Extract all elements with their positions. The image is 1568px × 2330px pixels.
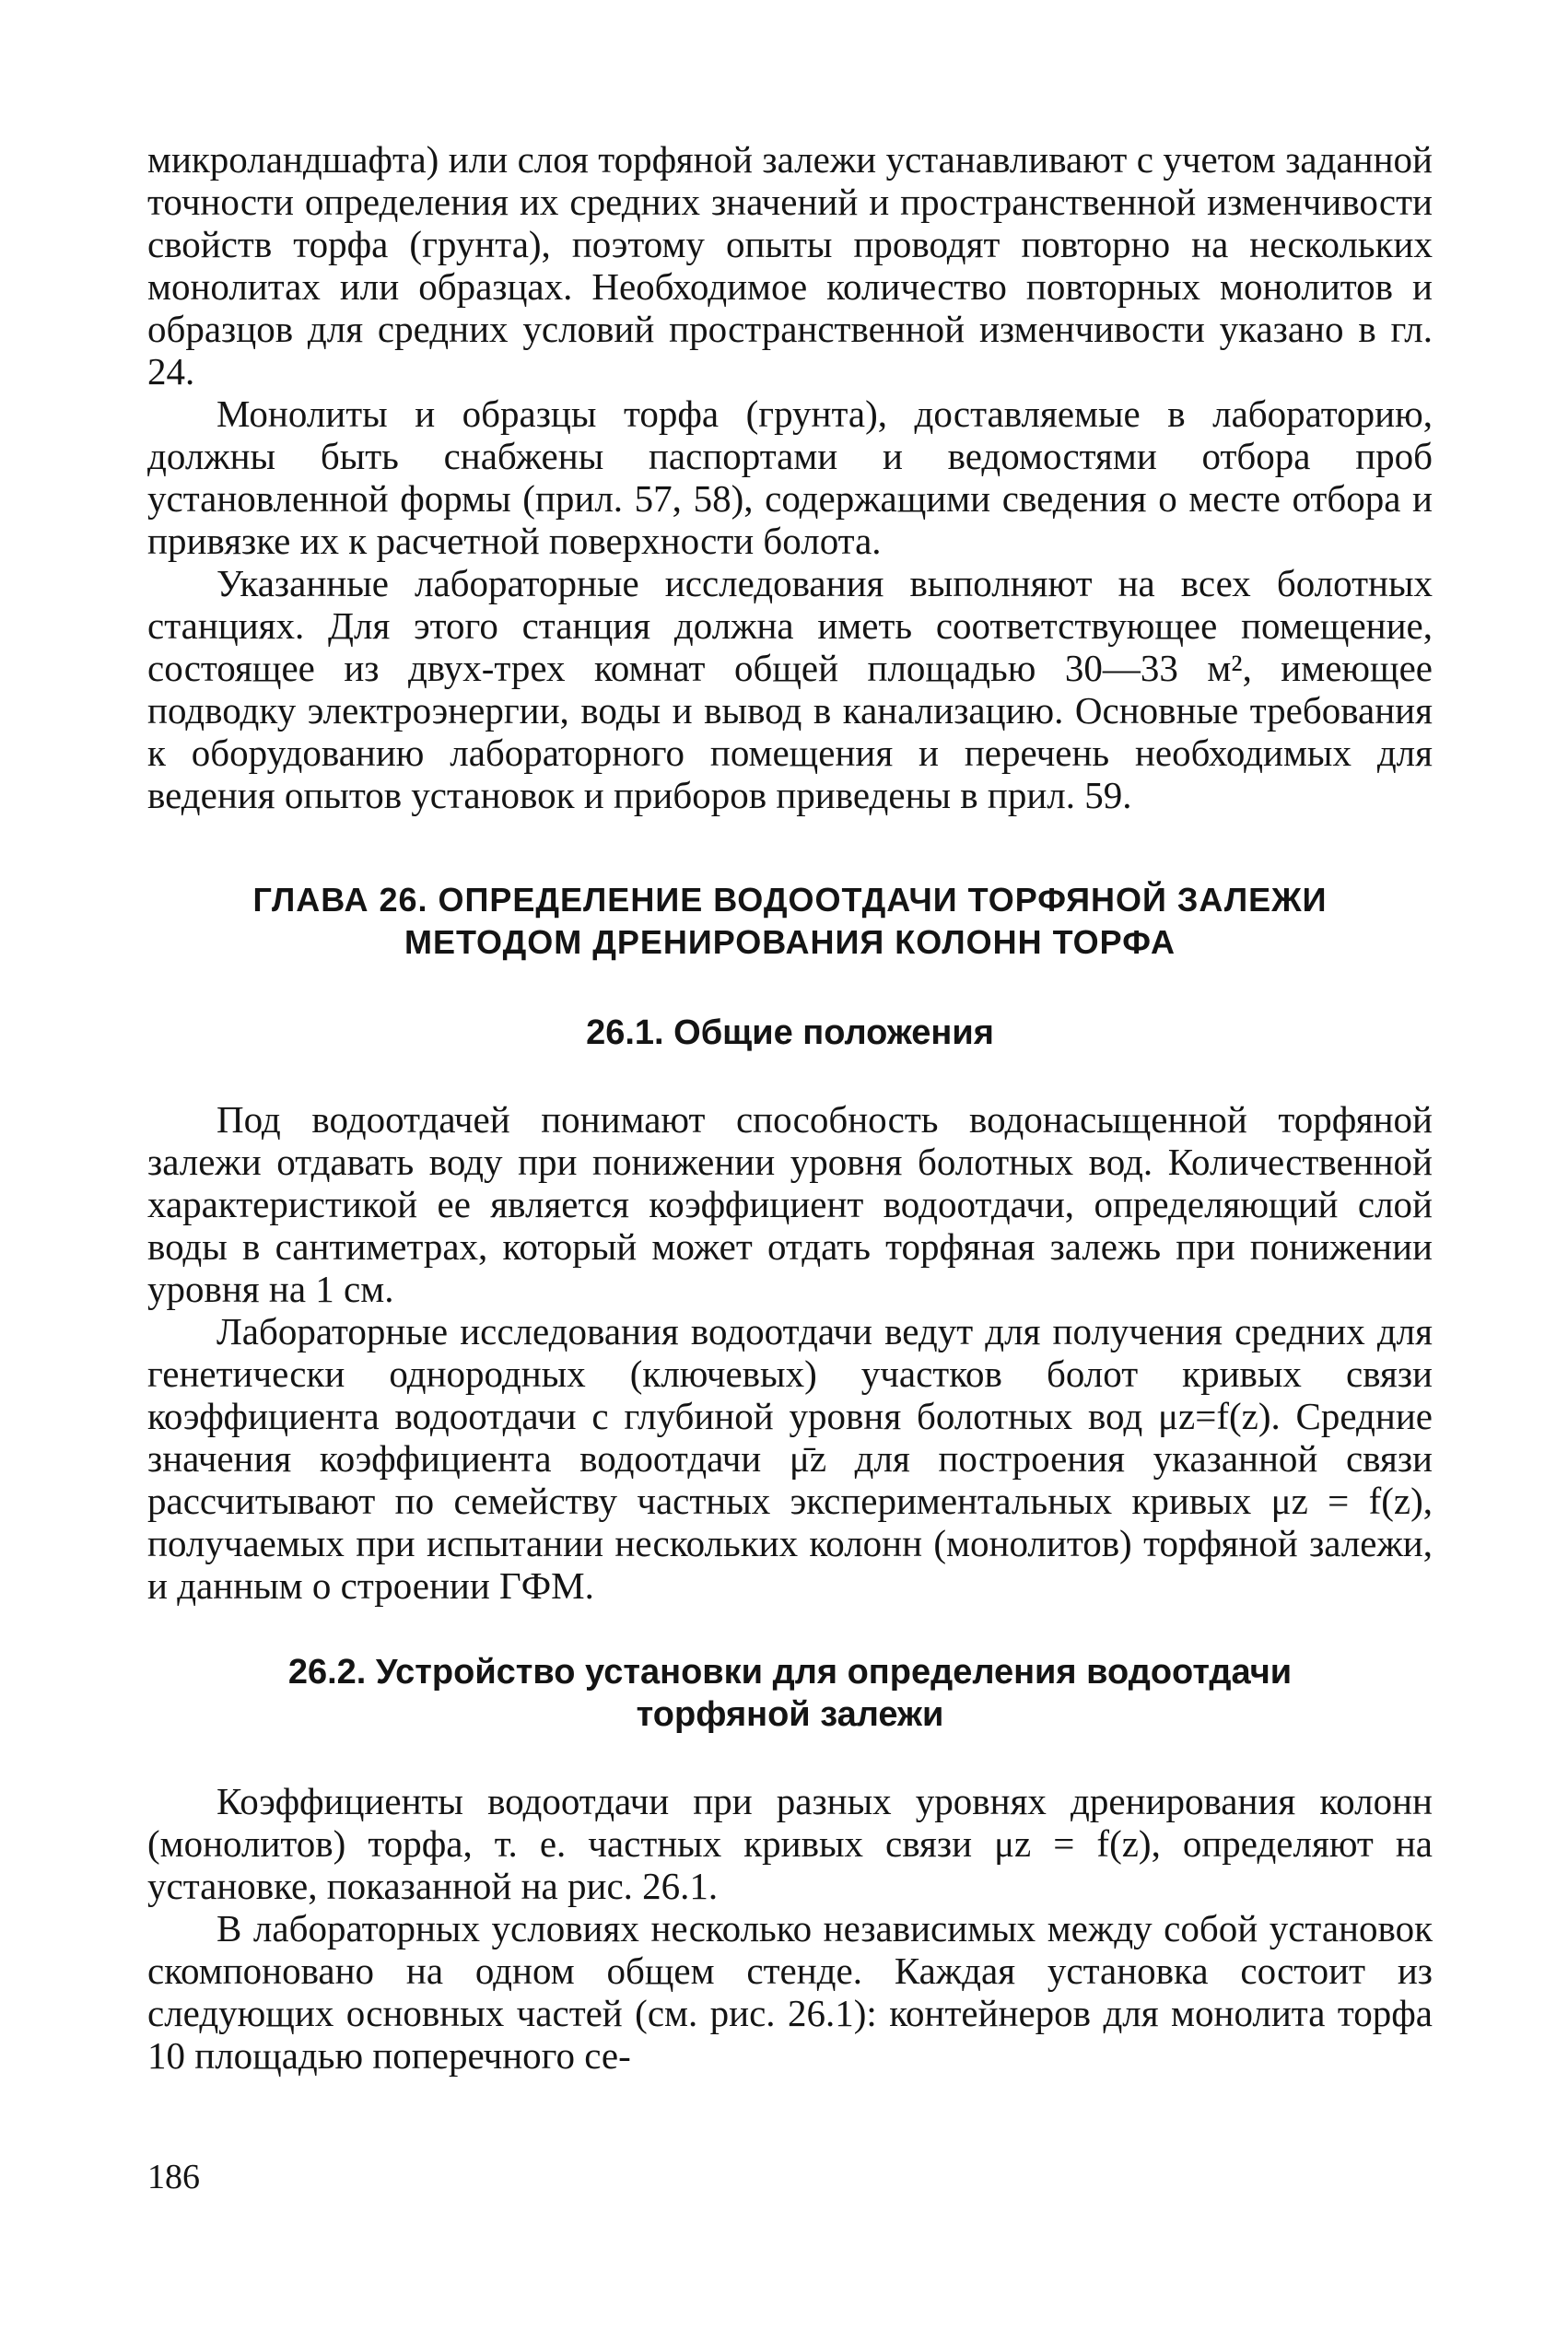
chapter-title-line-1: ГЛАВА 26. ОПРЕДЕЛЕНИЕ ВОДООТДАЧИ ТОРФЯНОЙ ЗАЛЕЖИ: [252, 881, 1328, 919]
paragraph-water-yield-definition: Под водоотдачей понимают способность водонасыщенной торфяной залежи отдавать воду при понижении уровня болотных вод. Количественной характеристикой ее является коэффициент водоотдачи, определяющий слой воды в сантиметрах, который может отдать торфяная залежь при понижении уровня на 1 см.: [147, 1098, 1433, 1310]
paragraph-lab-research: Лабораторные исследования водоотдачи ведут для получения средних для генетически однородных (ключевых) участков болот кривых связи коэффициента водоотдачи с глубиной уровня болотных вод μz=f(z). Средние значения коэффициента водоотдачи μ̄z для построения указанной связи рассчитывают по семейству частных экспериментальных кривых μz = f(z), получаемых при испытании нескольких колонн (монолитов) торфяной залежи, и данным о строении ГФМ.: [147, 1310, 1433, 1607]
section-title-apparatus-line-2: торфяной залежи: [636, 1695, 944, 1734]
section-title-apparatus-line-1: 26.2. Устройство установки для определения водоотдачи: [287, 1653, 1293, 1692]
chapter-title-line-2: МЕТОДОМ ДРЕНИРОВАНИЯ КОЛОНН ТОРФА: [404, 923, 1176, 961]
page-number: 186: [147, 2158, 200, 2196]
section-title-apparatus: [147, 1651, 1433, 1736]
paragraph-monoliths: Монолиты и образцы торфа (грунта), доставляемые в лабораторию, должны быть снабжены паспортами и ведомостями отбора проб установленной формы (прил. 57, 58), содержащими сведения о месте отбора и привязке их к расчетной поверхности болота.: [147, 392, 1433, 562]
section-title-general: 26.1. Общие положения: [586, 1013, 994, 1052]
document-page: [147, 138, 1433, 2077]
chapter-title: [147, 879, 1433, 964]
paragraph-continuation: микроландшафта) или слоя торфяной залежи устанавливают с учетом заданной точности определения их средних значений и пространственной изменчивости свойств торфа (грунта), поэтому опыты проводят повторно на нескольких монолитах или образцах. Необходимое количество повторных монолитов и образцов для средних условий пространственной изменчивости указано в гл. 24.: [147, 138, 1433, 392]
paragraph-coefficients: Коэффициенты водоотдачи при разных уровнях дренирования колонн (монолитов) торфа, т. е. частных кривых связи μz = f(z), определяют на установке, показанной на рис. 26.1.: [147, 1780, 1433, 1907]
paragraph-lab-stations: Указанные лабораторные исследования выполняют на всех болотных станциях. Для этого станция должна иметь соответствующее помещение, состоящее из двух-трех комнат общей площадью 30—33 м², имеющее подводку электроэнергии, воды и вывод в канализацию. Основные требования к оборудованию лабораторного помещения и перечень необходимых для ведения опытов установок и приборов приведены в прил. 59.: [147, 562, 1433, 816]
paragraph-lab-setup: В лабораторных условиях несколько независимых между собой установок скомпоновано на одном общем стенде. Каждая установка состоит из следующих основных частей (см. рис. 26.1): контейнеров для монолита торфа 10 площадью поперечного се-: [147, 1907, 1433, 2077]
